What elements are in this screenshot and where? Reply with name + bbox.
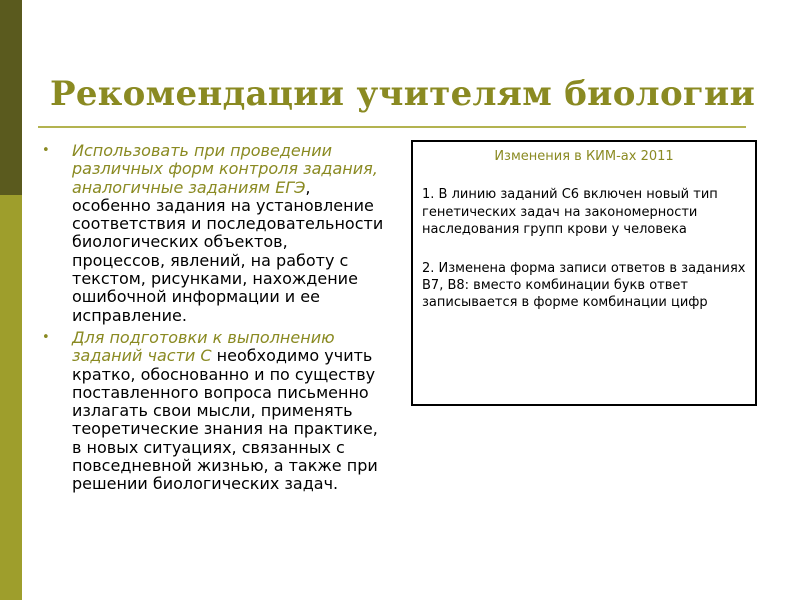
changes-box-title: Изменения в КИМ-ах 2011 [494, 149, 674, 164]
bullet-highlight: Для подготовки к выполнению заданий части С [72, 327, 335, 366]
title-divider [38, 126, 746, 128]
bullet-text: , особенно задания на установление соответствия и последовательности биологических объектов, процессов, явлений, на работу с текстом, рисунками, нахождение ошибочной информации и ее исправление. [72, 177, 384, 325]
decorative-bar-bottom [0, 195, 22, 600]
bullet-item [40, 142, 385, 325]
change-item: 1. В линию заданий С6 включен новый тип генетических задач на закономерности наследования групп крови у человека [422, 187, 718, 238]
changes-box [411, 140, 757, 406]
bullet-text: необходимо учить кратко, обоснованно и по существу поставленного вопроса письменно излагать свои мысли, применять теоретические знания на практике, в новых ситуациях, связанных с повседневной жизнью, а также при решении биологических задач. [72, 346, 378, 494]
bullet-marker: • [42, 329, 50, 345]
slide-title: Рекомендации учителям биологии [50, 74, 756, 114]
decorative-bar-top [0, 0, 22, 195]
change-item: 2. Изменена форма записи ответов в заданиях В7, В8: вместо комбинации букв ответ записывается в форме комбинации цифр [422, 260, 746, 311]
bullet-marker: • [42, 143, 50, 158]
bullet-highlight: Использовать при проведении различных форм контроля задания, аналогичные заданиям ЕГЭ [72, 141, 378, 197]
bullet-item [40, 329, 385, 494]
recommendations-list [40, 142, 385, 498]
